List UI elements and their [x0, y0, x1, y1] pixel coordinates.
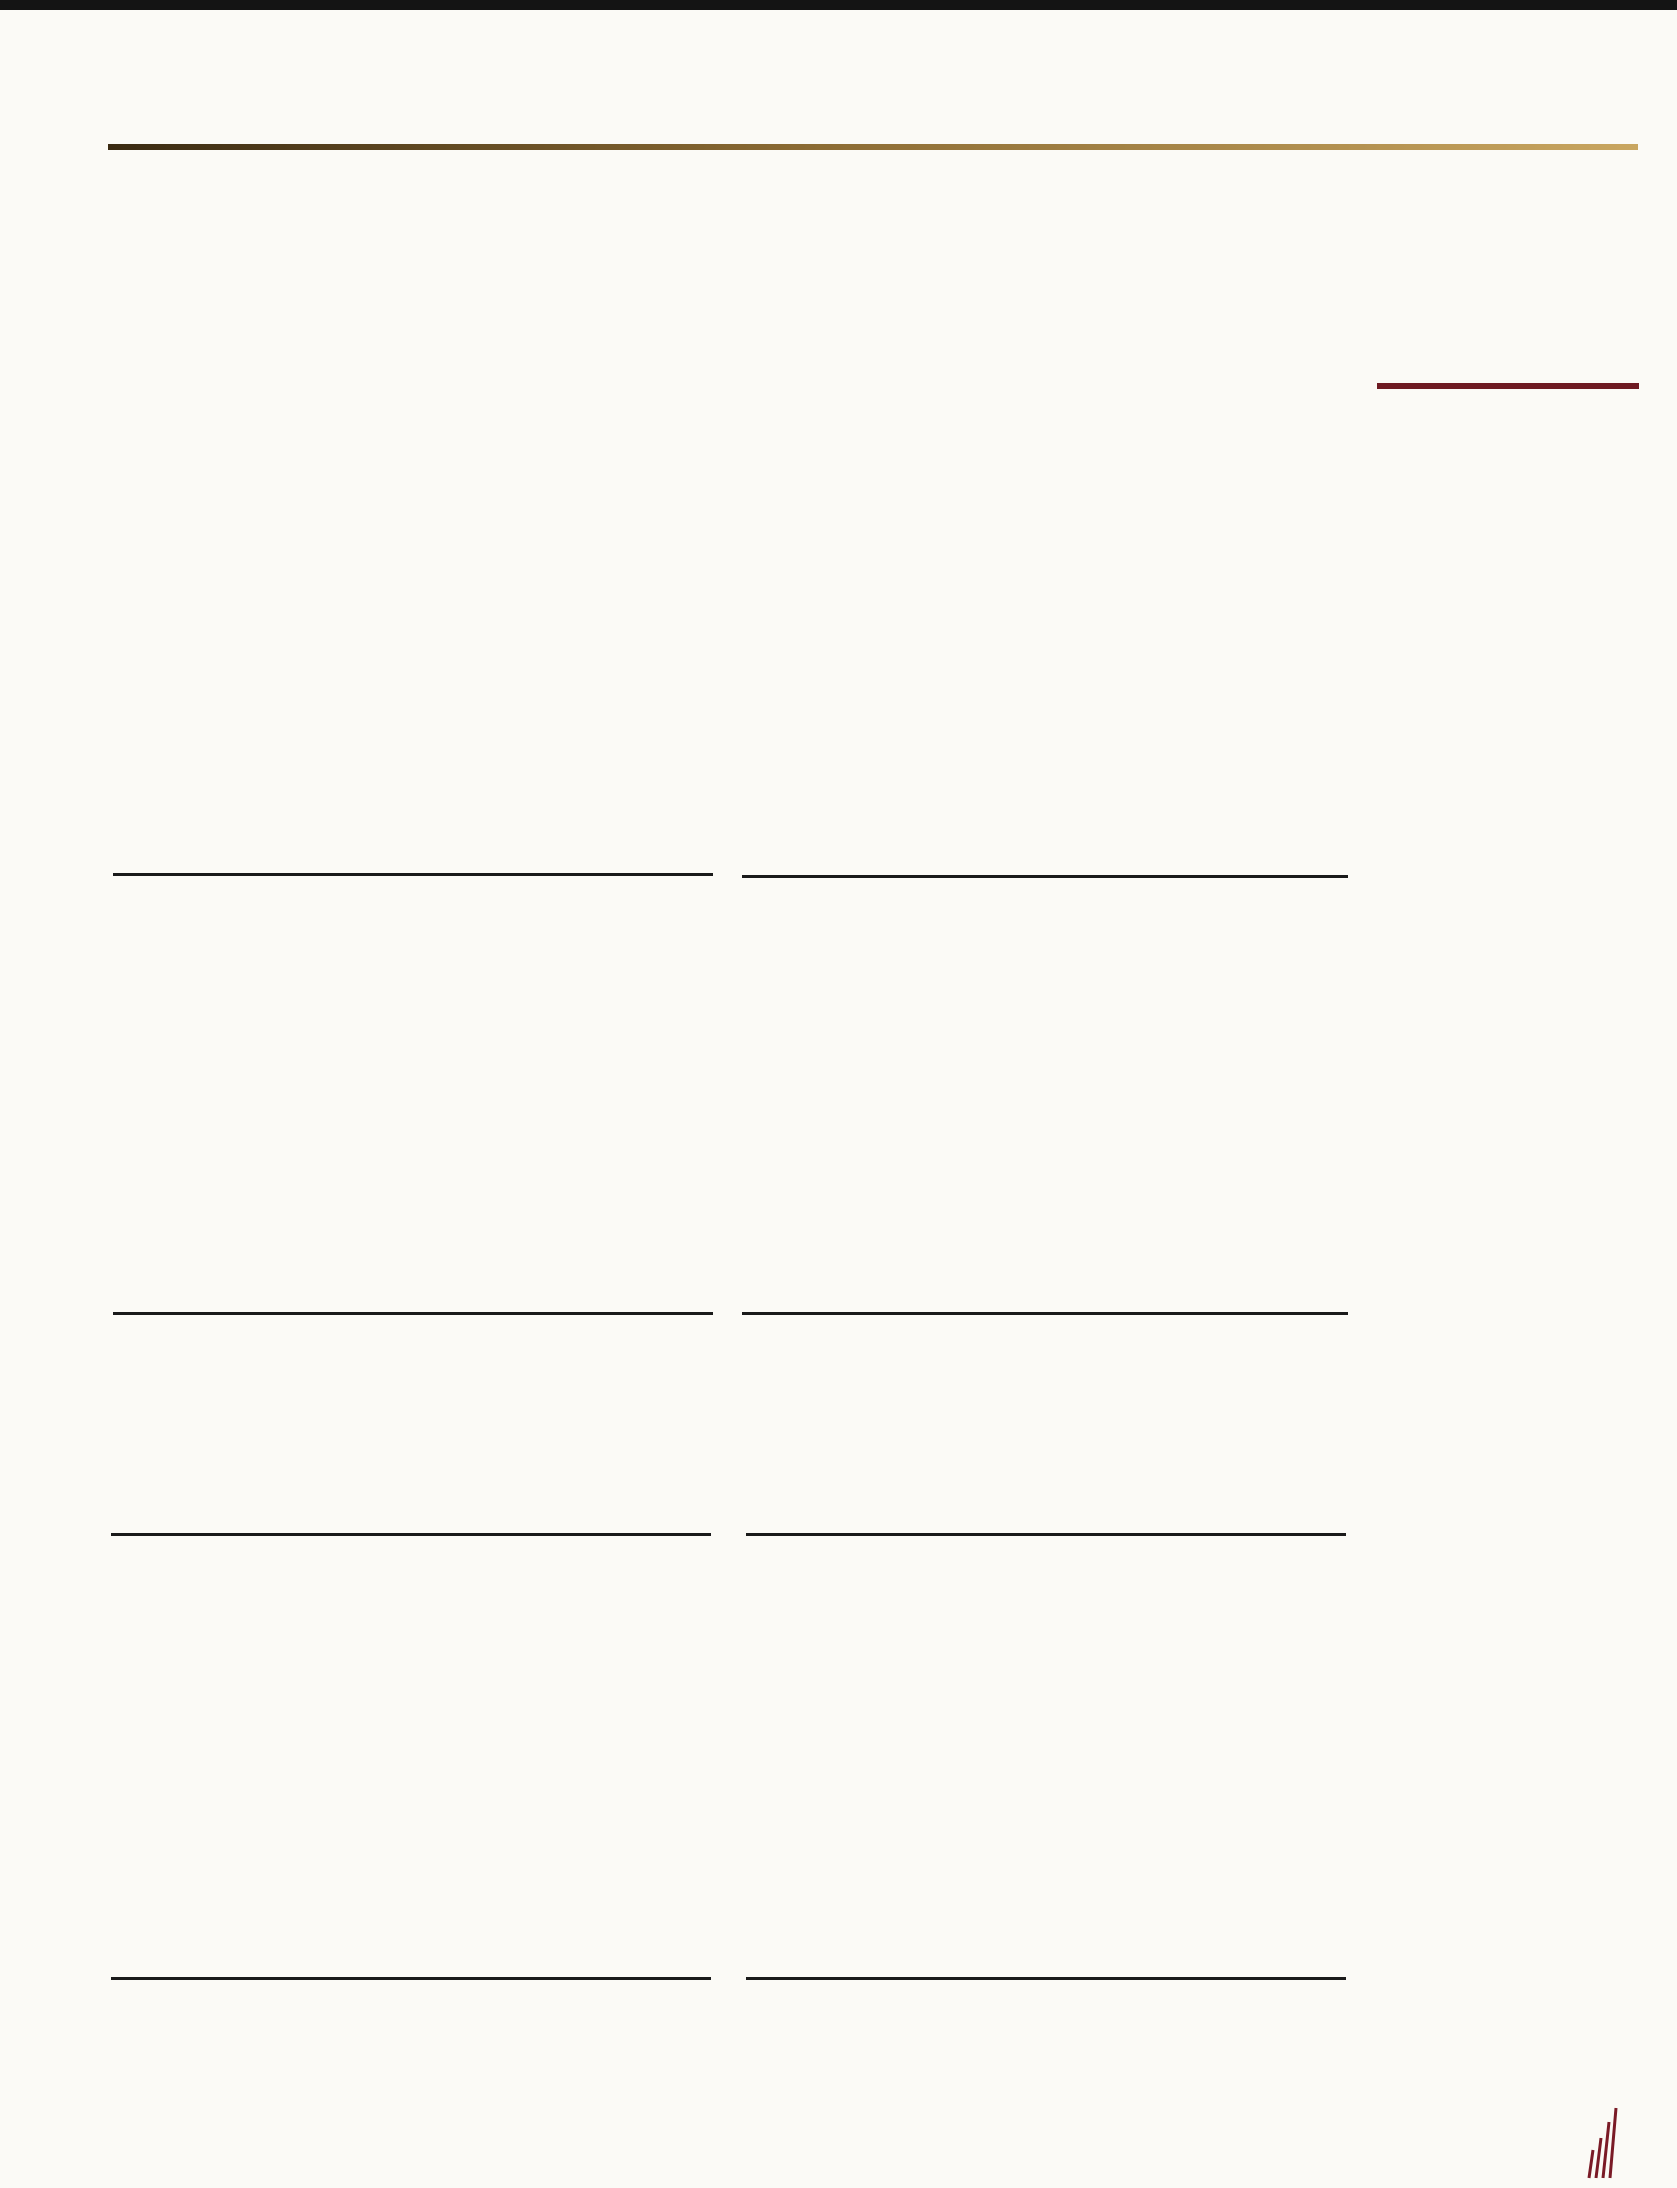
productivity-chart-top-rule — [111, 1533, 711, 1536]
corp-tax-chart-bottom-rule — [742, 1312, 1348, 1315]
productivity-chart-bottom-rule — [111, 1977, 711, 1980]
productivity-chart — [180, 1538, 650, 1973]
header-rule — [108, 144, 1638, 150]
corp-tax-chart — [742, 880, 1352, 1310]
investment-chart-top-rule — [113, 873, 713, 876]
corp-tax-chart-top-rule — [742, 875, 1348, 878]
top-border — [0, 0, 1677, 10]
accent-rule — [1377, 383, 1639, 389]
logo-bars-icon — [1587, 2106, 1617, 2181]
mfg-tax-chart-top-rule — [746, 1533, 1346, 1536]
mfg-tax-chart — [746, 1538, 1350, 1978]
mfg-tax-chart-bottom-rule — [746, 1977, 1346, 1980]
investment-chart-bottom-rule — [113, 1312, 713, 1315]
investment-chart — [180, 880, 650, 1310]
